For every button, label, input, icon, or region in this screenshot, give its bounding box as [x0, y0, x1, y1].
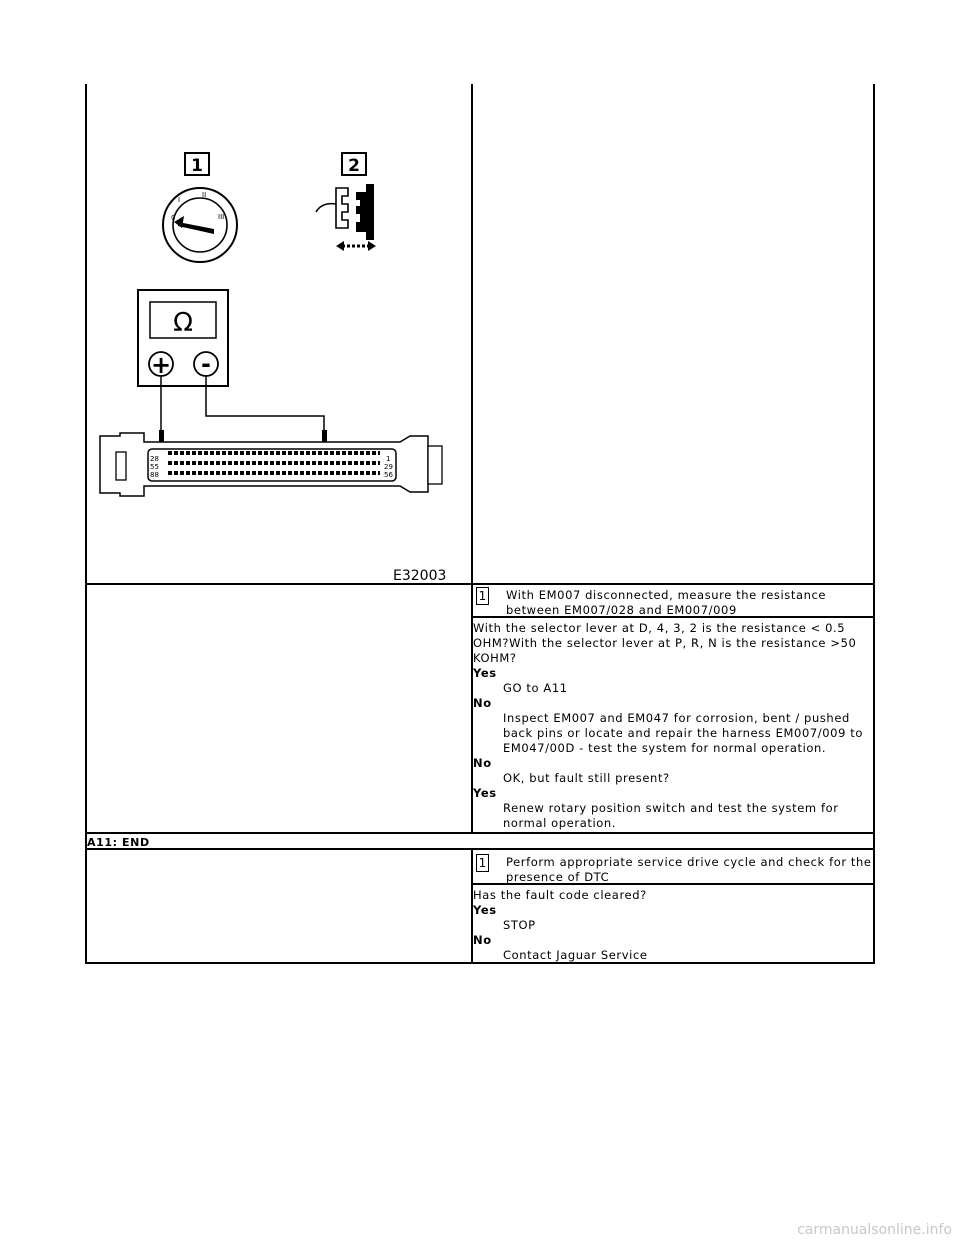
table-border-bottom: [85, 962, 875, 964]
callout-1: 1: [191, 156, 203, 176]
diagnostic-figure: [90, 140, 460, 585]
ohm-symbol: Ω: [173, 308, 193, 338]
question-text: Has the fault code cleared?: [473, 888, 647, 902]
no-label: No: [473, 696, 492, 710]
section-header: A11: END: [87, 836, 150, 849]
callout-2: 2: [348, 156, 360, 176]
pin-label-88: 88: [150, 471, 159, 479]
svg-text:I: I: [178, 196, 181, 204]
step-number: 1: [476, 854, 489, 872]
yes-label: Yes: [473, 903, 497, 917]
question-text: KOHM?: [473, 651, 517, 665]
multimeter-icon: [138, 290, 228, 386]
step-instruction: Perform appropriate service drive cycle and check for the: [506, 855, 872, 869]
plus-terminal: +: [150, 351, 172, 379]
pin-label-55: 55: [150, 463, 159, 471]
no-label: No: [473, 933, 492, 947]
minus-terminal: -: [201, 350, 211, 378]
pin-label-29: 29: [384, 463, 393, 471]
step-instruction: between EM007/028 and EM007/009: [506, 603, 737, 617]
figure-id: E32003: [393, 568, 447, 584]
connector-disconnect-icon: [316, 184, 376, 251]
pin-label-1: 1: [386, 455, 391, 463]
step-number: 1: [476, 587, 489, 605]
column-divider-top: [471, 84, 473, 584]
pin-label-56: 56: [384, 471, 393, 479]
row-divider: [85, 832, 875, 834]
svg-text:0: 0: [171, 214, 176, 222]
yes-action: GO to A11: [503, 681, 568, 695]
no-label: No: [473, 756, 492, 770]
question-text: OHM?With the selector lever at P, R, N is the resistance >50: [473, 636, 857, 650]
yes-label: Yes: [473, 666, 497, 680]
site-watermark: carmanualsonline.info: [797, 1222, 952, 1238]
svg-text:II: II: [202, 191, 207, 199]
no-action: Inspect EM007 and EM047 for corrosion, bent / pushed: [503, 711, 850, 725]
no-action: Contact Jaguar Service: [503, 948, 648, 962]
no-action: back pins or locate and repair the harness EM007/009 to: [503, 726, 863, 740]
ignition-switch-icon: [163, 188, 237, 262]
no-action: EM047/00D - test the system for normal operation.: [503, 741, 827, 755]
question-text: With the selector lever at D, 4, 3, 2 is the resistance < 0.5: [473, 621, 846, 635]
yes-action: Renew rotary position switch and test the system for: [503, 801, 839, 815]
no-action: OK, but fault still present?: [503, 771, 670, 785]
yes-action: STOP: [503, 918, 536, 932]
yes-label: Yes: [473, 786, 497, 800]
row-divider: [85, 848, 875, 850]
pin-label-28: 28: [150, 455, 159, 463]
step-instruction: With EM007 disconnected, measure the resistance: [506, 588, 827, 602]
yes-action: normal operation.: [503, 816, 617, 830]
ecu-connector: [100, 433, 442, 496]
step-instruction: presence of DTC: [506, 870, 610, 884]
svg-text:III: III: [218, 213, 225, 221]
